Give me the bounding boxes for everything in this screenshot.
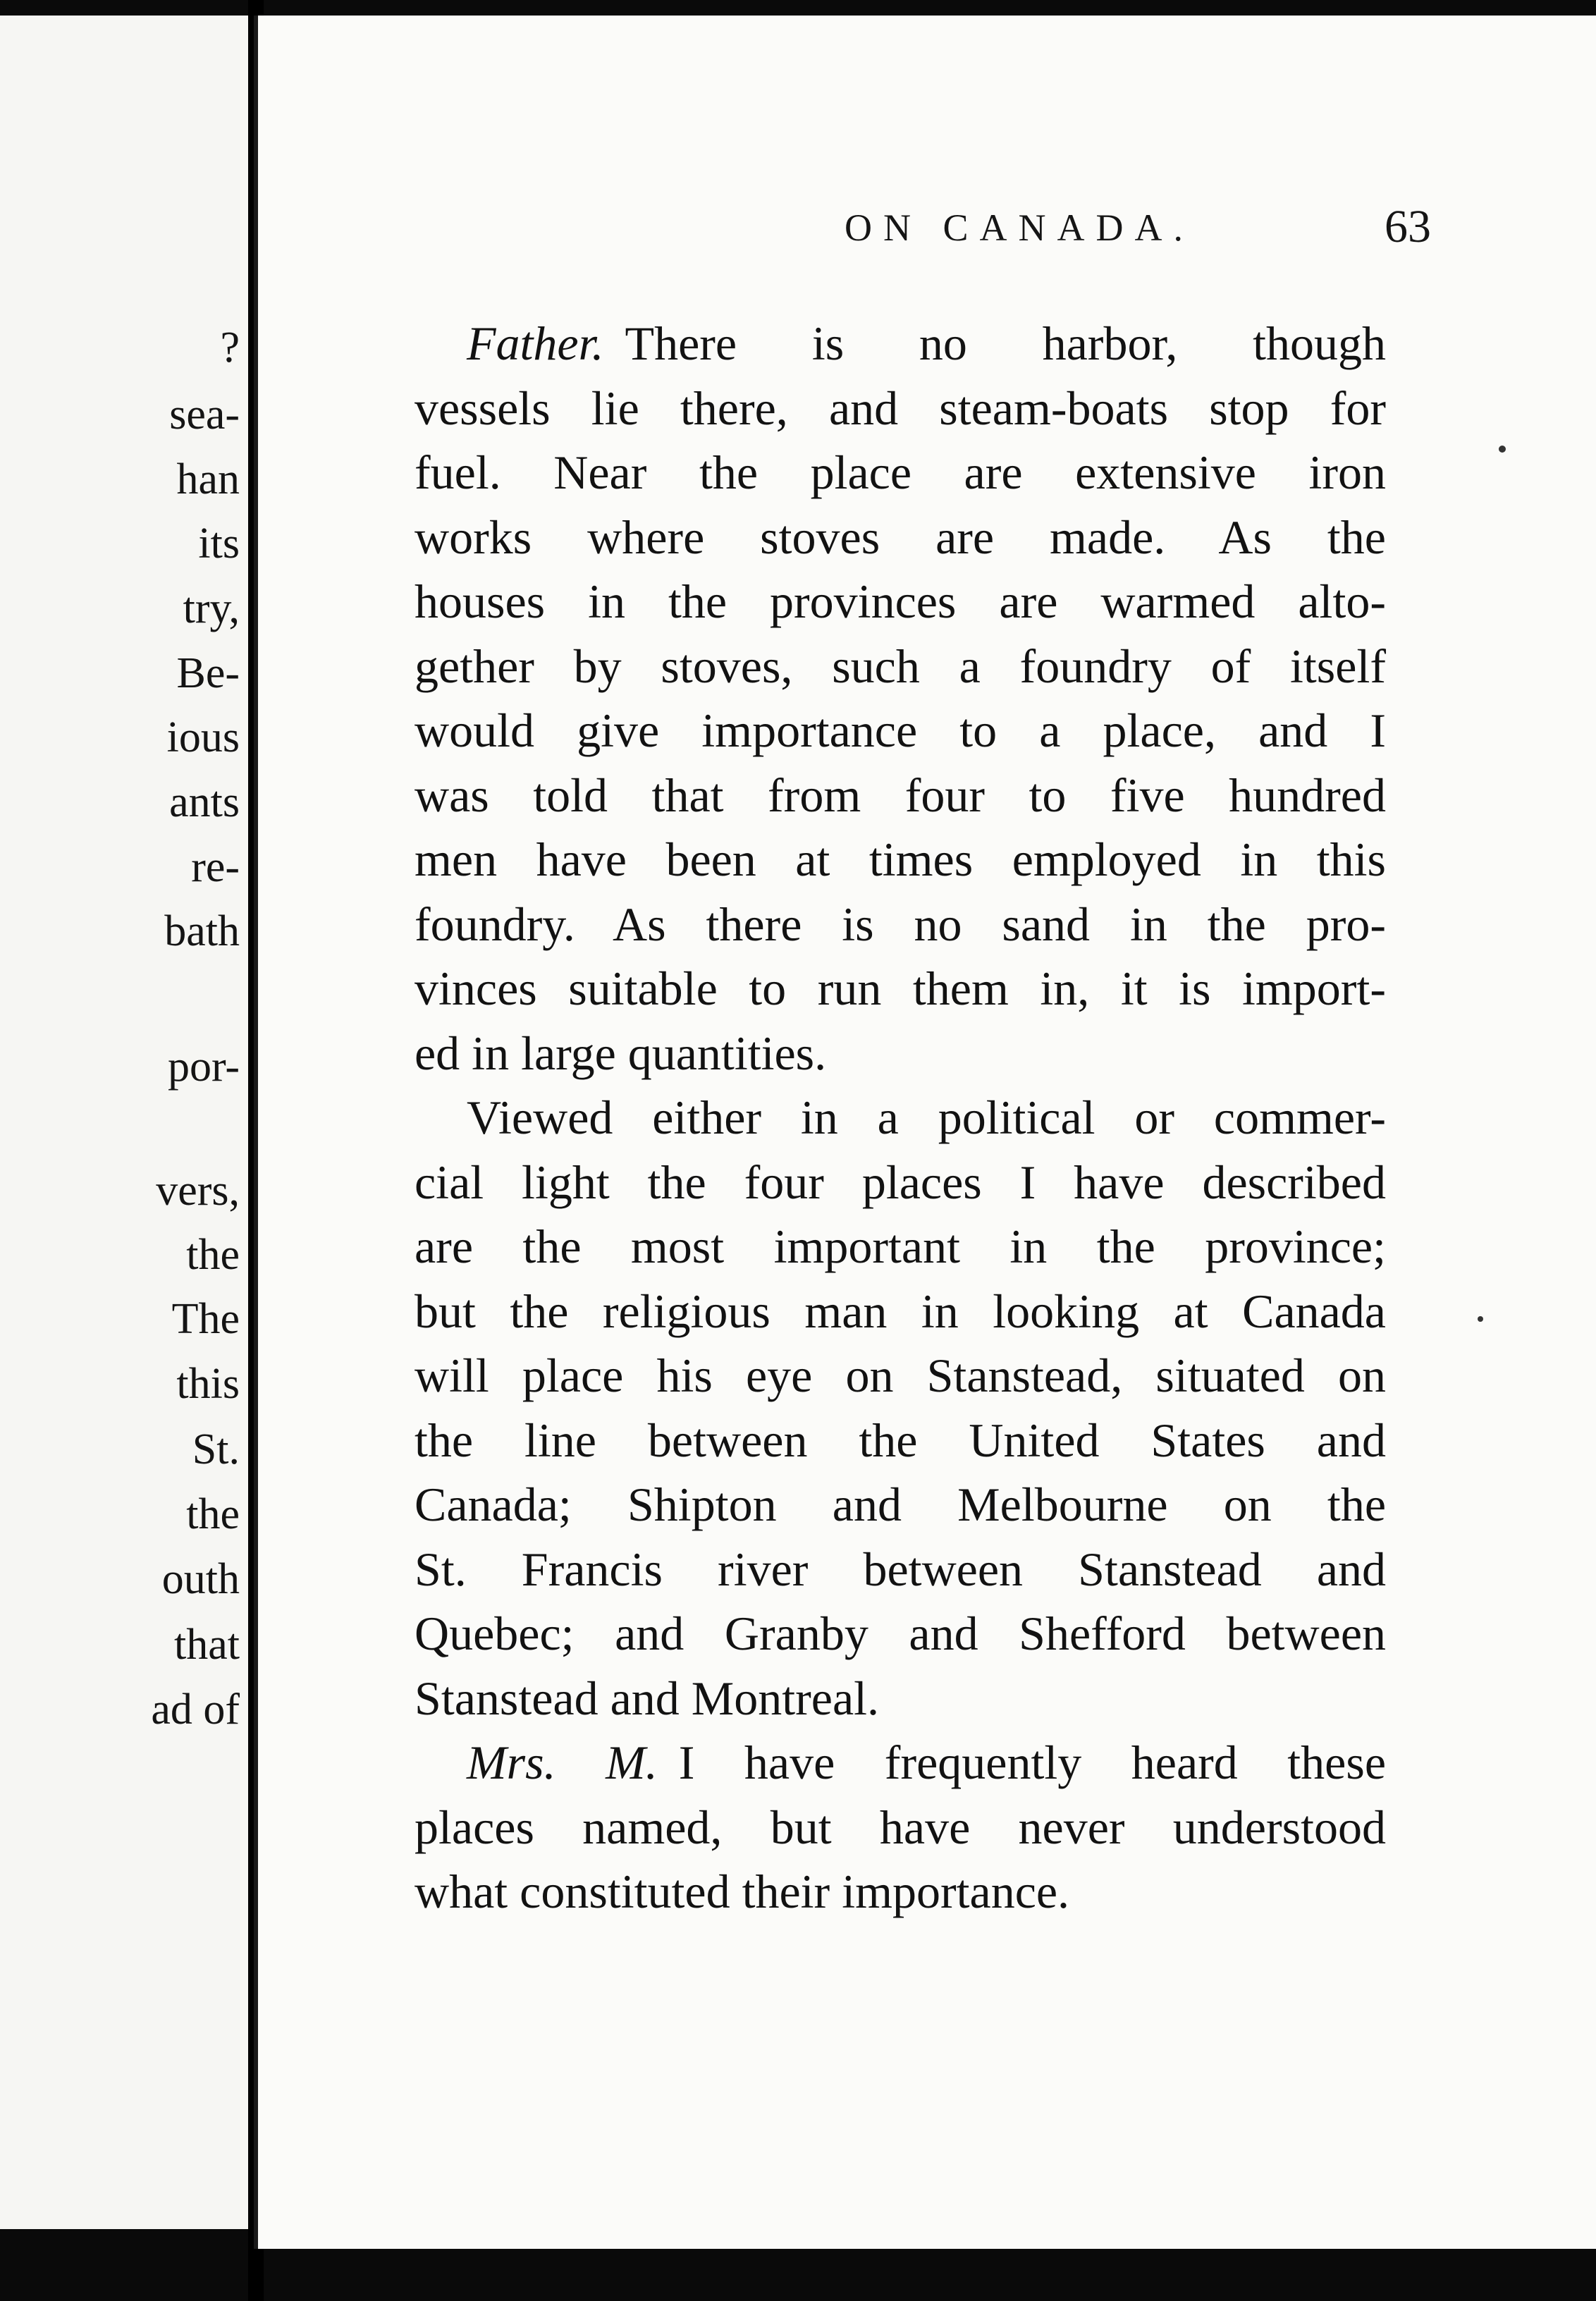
line-text: I have frequently heard these <box>678 1736 1387 1789</box>
line-text: will place his eye on Stanstead, situated on <box>415 1349 1386 1402</box>
left-page-fragment: that <box>174 1621 240 1669</box>
line-text: fuel. Near the place are extensive iron <box>415 446 1386 499</box>
text-line <box>415 505 1386 570</box>
line-text: the line between the United States and <box>415 1413 1386 1467</box>
line-text: Viewed either in a political or commer- <box>467 1091 1386 1144</box>
text-line <box>415 699 1386 763</box>
line-text: Quebec; and Granby and Shefford between <box>415 1607 1386 1660</box>
line-text: cial light the four places I have described <box>415 1155 1386 1209</box>
left-page-fragment: ious <box>166 713 240 761</box>
left-page-fragment: bath <box>164 907 240 955</box>
left-page-edge <box>0 16 251 2229</box>
line-text: ed in large quantities. <box>415 1026 827 1080</box>
text-line <box>415 1021 1386 1086</box>
left-page-fragment: re- <box>191 843 240 891</box>
book-page <box>254 16 1596 2249</box>
body-text <box>415 312 1386 1925</box>
text-line <box>415 957 1386 1021</box>
line-text: foundry. As there is no sand in the pro- <box>415 897 1386 951</box>
left-page-fragment: sea- <box>169 391 240 438</box>
paper-speck <box>1478 1316 1483 1322</box>
line-text: vessels lie there, and steam-boats stop for <box>415 381 1386 435</box>
left-page-fragment: St. <box>192 1425 240 1473</box>
paper-speck <box>1499 446 1506 453</box>
line-text: was told that from four to five hundred <box>415 768 1386 822</box>
left-page-fragment: ad of <box>151 1686 240 1734</box>
left-page-fragment: por- <box>167 1043 240 1091</box>
line-text: Stanstead and Montreal. <box>415 1671 880 1725</box>
text-line <box>415 763 1386 828</box>
text-line <box>415 828 1386 892</box>
text-line <box>415 892 1386 957</box>
line-text: houses in the provinces are warmed alto- <box>415 575 1386 628</box>
text-line <box>415 570 1386 634</box>
text-line <box>415 1667 1386 1731</box>
speaker-name: Father. <box>467 317 604 370</box>
text-line <box>415 1280 1386 1344</box>
line-text: St. Francis river between Stanstead and <box>415 1542 1386 1596</box>
line-text: works where stoves are made. As the <box>415 510 1386 564</box>
line-text: gether by stoves, such a foundry of itself <box>415 639 1386 693</box>
text-line <box>415 1731 1386 1796</box>
text-line <box>415 1344 1386 1409</box>
left-page-fragment: ants <box>169 778 240 826</box>
text-line <box>415 1473 1386 1538</box>
text-line <box>415 1796 1386 1860</box>
line-text: vinces suitable to run them in, it is import- <box>415 962 1386 1015</box>
text-line <box>415 441 1386 505</box>
line-text: Canada; Shipton and Melbourne on the <box>415 1478 1386 1531</box>
text-line <box>415 1215 1386 1280</box>
line-text: are the most important in the province; <box>415 1220 1386 1273</box>
line-text: would give importance to a place, and I <box>415 704 1386 757</box>
line-text: places named, but have never understood <box>415 1800 1386 1854</box>
text-line <box>415 312 1386 376</box>
text-line <box>415 1602 1386 1667</box>
text-line <box>415 1086 1386 1150</box>
text-line <box>415 1150 1386 1215</box>
running-head-text: ON CANADA. <box>845 207 1194 249</box>
line-text: men have been at times employed in this <box>415 833 1386 886</box>
line-text: but the religious man in looking at Canada <box>415 1284 1386 1338</box>
left-page-fragment: Be- <box>176 649 240 697</box>
text-line <box>415 1538 1386 1602</box>
text-line <box>415 376 1386 441</box>
text-line <box>415 1860 1386 1925</box>
line-text: what constituted their importance. <box>415 1865 1070 1918</box>
left-page-fragment: its <box>198 520 240 567</box>
left-page-fragment: The <box>171 1295 240 1343</box>
left-page-fragment: vers, <box>156 1167 240 1215</box>
line-text: There is no harbor, though <box>625 317 1386 370</box>
text-line <box>415 1409 1386 1473</box>
left-page-fragment: the <box>186 1231 240 1279</box>
page-number: 63 <box>1385 201 1431 252</box>
text-line <box>415 634 1386 699</box>
left-page-fragment: outh <box>161 1555 240 1603</box>
left-page-fragment: ? <box>220 324 240 372</box>
left-page-fragment: the <box>186 1490 240 1538</box>
left-page-fragment: this <box>176 1360 240 1408</box>
left-page-fragment: han <box>176 455 240 503</box>
left-page-fragment: try, <box>183 584 240 632</box>
speaker-name: Mrs. M. <box>467 1736 658 1789</box>
